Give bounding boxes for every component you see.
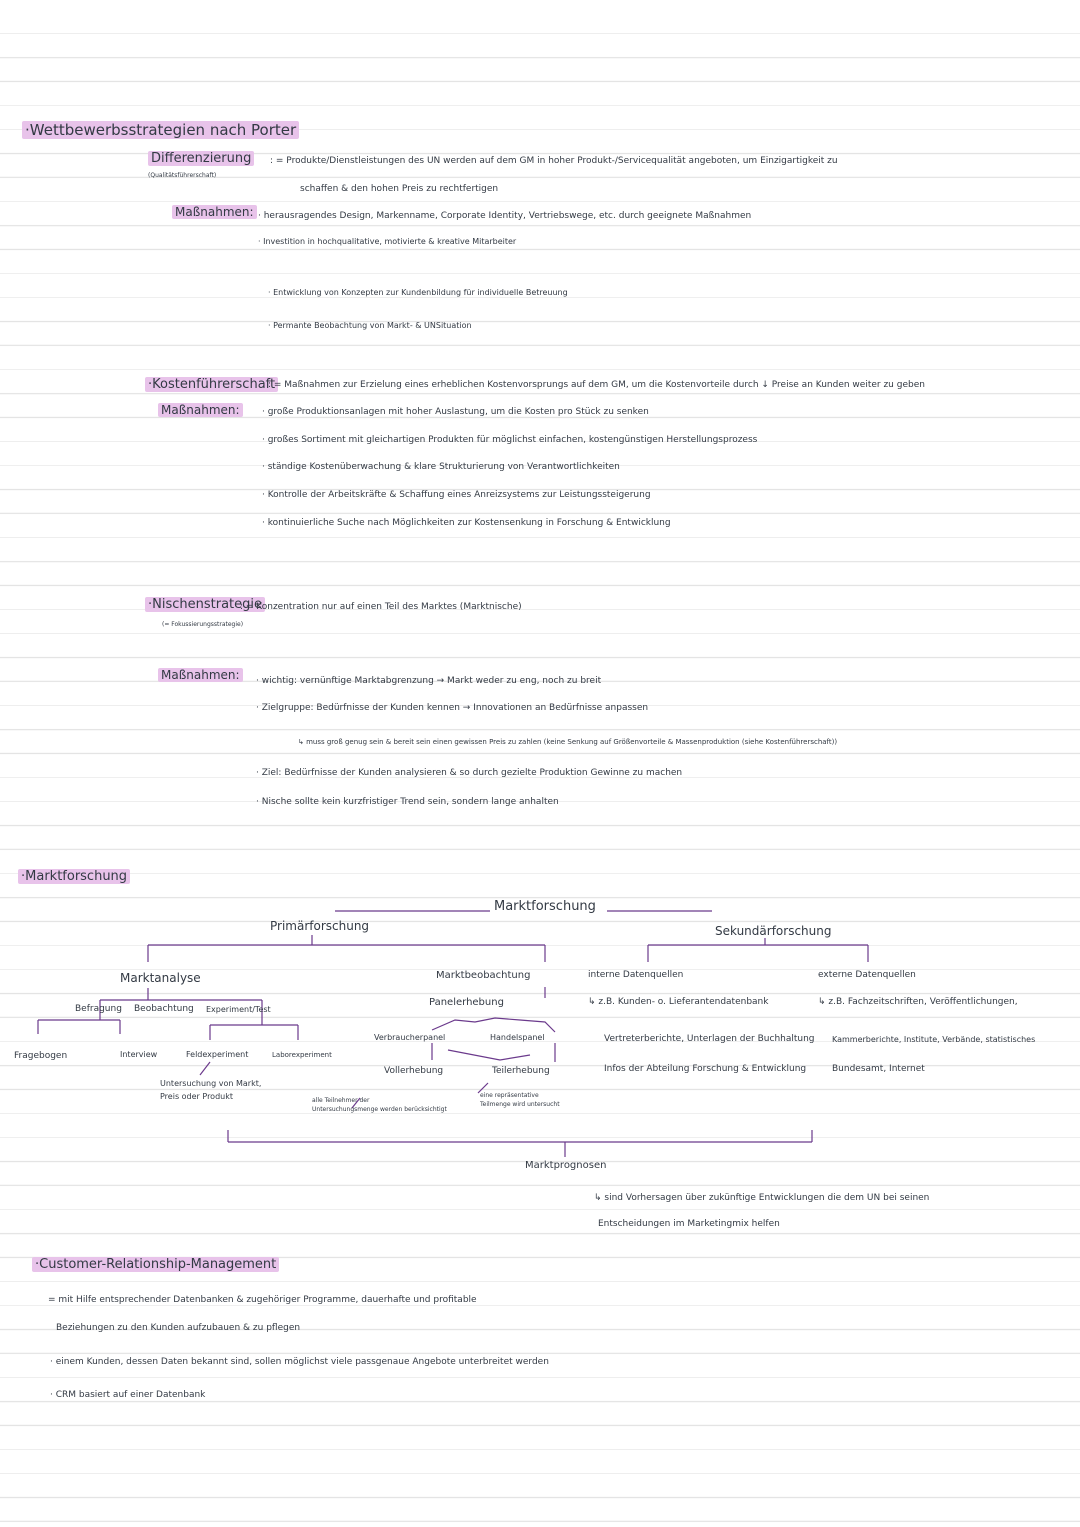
tree-connector <box>200 1062 210 1075</box>
node-marktprognosen: Marktprognosen <box>525 1160 607 1171</box>
term-kostenfuehrerschaft: ·Kostenführerschaft <box>145 378 278 393</box>
section-heading-porter: ·Wettbewerbsstrategien nach Porter <box>22 122 299 139</box>
externe-datenquellen-2: Kammerberichte, Institute, Verbände, statistisches <box>832 1035 1036 1044</box>
massnahme-diff-1: · herausragendes Design, Markenname, Corporate Identity, Vertriebswege, etc. durch geeignete Maßnahmen <box>258 211 752 221</box>
note-teilerhebung-2: Teilmenge wird untersucht <box>480 1101 560 1108</box>
node-sekundaerforschung: Sekundärforschung <box>715 924 832 938</box>
node-verbraucherpanel: Verbraucherpanel <box>374 1033 446 1042</box>
node-handelspanel: Handelspanel <box>490 1033 545 1042</box>
term-differenzierung: Differenzierung <box>148 152 254 167</box>
interne-datenquellen-3: Infos der Abteilung Forschung & Entwicklung <box>604 1064 807 1074</box>
massnahme-nische-2: · Zielgruppe: Bedürfnisse der Kunden kennen → Innovationen an Bedürfnisse anpassen <box>256 703 649 713</box>
node-experiment-test: Experiment/Test <box>206 1005 271 1014</box>
note-vollerhebung-1: alle Teilnehmer der <box>312 1097 370 1104</box>
note-qualitaetsfuehrerschaft: (Qualitätsführerschaft) <box>148 172 217 179</box>
massnahme-kosten-1: · große Produktionsanlagen mit hoher Auslastung, um die Kosten pro Stück zu senken <box>262 407 649 417</box>
node-marktbeobachtung: Marktbeobachtung <box>436 970 531 981</box>
node-interview: Interview <box>120 1050 158 1059</box>
node-teilerhebung: Teilerhebung <box>492 1066 550 1076</box>
massnahme-nische-1: · wichtig: vernünftige Marktabgrenzung → Markt weder zu eng, noch zu breit <box>256 676 602 686</box>
node-fragebogen: Fragebogen <box>14 1051 68 1061</box>
interne-datenquellen-1: ↳ z.B. Kunden- o. Lieferantendatenbank <box>588 997 769 1007</box>
crm-line-1: = mit Hilfe entsprechender Datenbanken & zugehöriger Programme, dauerhafte und profitable <box>48 1295 477 1305</box>
node-primaerforschung: Primärforschung <box>270 919 370 933</box>
tree-connector <box>448 1050 530 1060</box>
node-interne-datenquellen: interne Datenquellen <box>588 970 684 980</box>
interne-datenquellen-2: Vertreterberichte, Unterlagen der Buchhaltung <box>604 1034 815 1044</box>
note-feldexperiment-2: Preis oder Produkt <box>160 1092 233 1101</box>
node-marktforschung: Marktforschung <box>494 899 596 914</box>
externe-datenquellen-1: ↳ z.B. Fachzeitschriften, Veröffentlichungen, <box>818 997 1018 1007</box>
node-laborexperiment: Laborexperiment <box>272 1051 332 1059</box>
note-fokussierungsstrategie: (= Fokussierungsstrategie) <box>162 621 244 628</box>
massnahmen-label-nische: Maßnahmen: <box>158 669 243 683</box>
marktprognosen-desc-1: ↳ sind Vorhersagen über zukünftige Entwicklungen die dem UN bei seinen <box>594 1193 930 1203</box>
crm-line-2: Beziehungen zu den Kunden aufzubauen & zu pflegen <box>56 1323 301 1333</box>
crm-line-4: · CRM basiert auf einer Datenbank <box>50 1390 206 1400</box>
section-heading-marktforschung: ·Marktforschung <box>18 870 130 885</box>
node-feldexperiment: Feldexperiment <box>186 1050 249 1059</box>
definition-differenzierung-2: schaffen & den hohen Preis zu rechtfertigen <box>300 184 499 194</box>
crm-line-3: · einem Kunden, dessen Daten bekannt sind, sollen möglichst viele passgenaue Angebote unterbreitet werden <box>50 1357 549 1367</box>
massnahmen-label-diff: Maßnahmen: <box>172 206 257 220</box>
massnahme-kosten-3: · ständige Kostenüberwachung & klare Strukturierung von Verantwortlichkeiten <box>262 462 620 472</box>
marktprognosen-desc-2: Entscheidungen im Marketingmix helfen <box>598 1219 780 1229</box>
note-vollerhebung-2: Untersuchungsmenge werden berücksichtigt <box>312 1106 447 1113</box>
tree-connector <box>432 1018 555 1032</box>
definition-nischenstrategie: : = Konzentration nur auf einen Teil des Marktes (Marktnische) <box>240 602 522 612</box>
node-befragung: Befragung <box>75 1004 122 1014</box>
definition-differenzierung-1: : = Produkte/Dienstleistungen des UN werden auf dem GM in hoher Produkt-/Servicequalität angeboten, um Einzigartigkeit zu <box>270 156 838 166</box>
section-heading-crm: ·Customer-Relationship-Management <box>32 1258 279 1273</box>
massnahme-kosten-2: · großes Sortiment mit gleichartigen Produkten für möglichst einfachen, kostengünstigen Herstellungsprozess <box>262 435 758 445</box>
externe-datenquellen-3: Bundesamt, Internet <box>832 1064 925 1074</box>
definition-kostenfuehrerschaft: : = Maßnahmen zur Erzielung eines erheblichen Kostenvorsprungs auf dem GM, um die Kostenvorteile durch ↓ Preise an Kunden weiter zu geben <box>268 380 925 390</box>
massnahme-diff-4: · Permante Beobachtung von Markt- & UNSituation <box>268 321 472 330</box>
massnahme-kosten-5: · kontinuierliche Suche nach Möglichkeiten zur Kostensenkung in Forschung & Entwicklung <box>262 518 671 528</box>
massnahme-diff-3: · Entwicklung von Konzepten zur Kundenbildung für individuelle Betreuung <box>268 288 568 297</box>
node-externe-datenquellen: externe Datenquellen <box>818 970 916 980</box>
massnahme-nische-5: · Nische sollte kein kurzfristiger Trend sein, sondern lange anhalten <box>256 797 559 807</box>
note-teilerhebung-1: eine repräsentative <box>480 1092 539 1099</box>
node-vollerhebung: Vollerhebung <box>384 1066 444 1076</box>
massnahme-diff-2: · Investition in hochqualitative, motivierte & kreative Mitarbeiter <box>258 237 517 246</box>
note-feldexperiment-1: Untersuchung von Markt, <box>160 1079 262 1088</box>
node-beobachtung: Beobachtung <box>134 1004 194 1014</box>
node-marktanalyse: Marktanalyse <box>120 971 201 985</box>
massnahmen-label-kosten: Maßnahmen: <box>158 404 243 418</box>
massnahme-nische-3: ↳ muss groß genug sein & bereit sein einen gewissen Preis zu zahlen (keine Senkung auf Größenvorteile & Massenproduktion (siehe Kostenführerschaft)) <box>298 738 838 746</box>
term-nischenstrategie: ·Nischenstrategie <box>145 598 265 613</box>
massnahme-kosten-4: · Kontrolle der Arbeitskräfte & Schaffung eines Anreizsystems zur Leistungssteigerung <box>262 490 651 500</box>
node-panelerhebung: Panelerhebung <box>429 997 504 1008</box>
massnahme-nische-4: · Ziel: Bedürfnisse der Kunden analysieren & so durch gezielte Produktion Gewinne zu machen <box>256 768 683 778</box>
